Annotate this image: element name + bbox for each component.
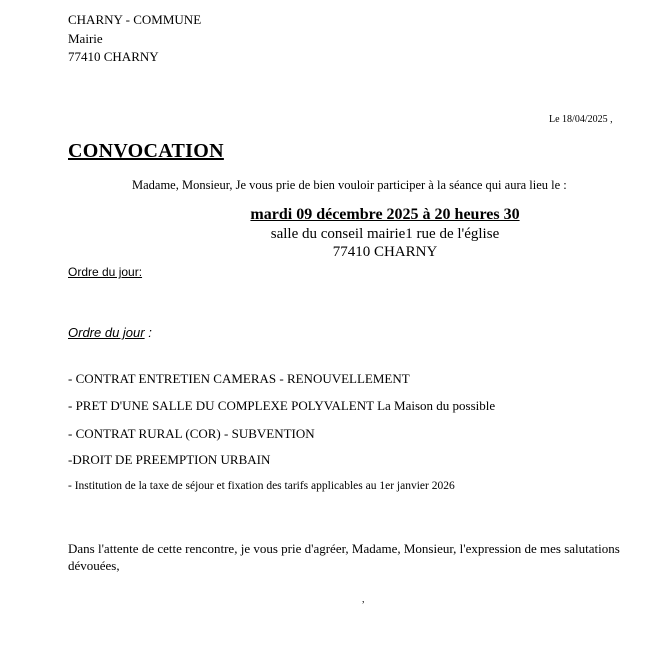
- commune-postal: 77410 CHARNY: [68, 49, 159, 64]
- agenda-heading: [68, 325, 152, 340]
- document-title: CONVOCATION: [68, 140, 224, 162]
- trailing-mark: ,: [362, 594, 365, 605]
- agenda-item: - PRET D'UNE SALLE DU COMPLEXE POLYVALENT La Maison du possible: [68, 398, 496, 413]
- agenda-item: - Institution de la taxe de séjour et fixation des tarifs applicables au 1er janvier 2026: [68, 480, 455, 492]
- agenda-item: - CONTRAT RURAL (COR) - SUBVENTION: [68, 426, 315, 441]
- meeting-datetime: mardi 09 décembre 2025 à 20 heures 30: [250, 206, 520, 223]
- agenda-label: Ordre du jour:: [68, 265, 143, 279]
- agenda-item: - CONTRAT ENTRETIEN CAMERAS - RENOUVELLEMENT: [68, 371, 410, 386]
- meeting-place: salle du conseil mairie1 rue de l'église: [270, 226, 500, 242]
- mairie-label: Mairie: [68, 31, 103, 46]
- closing-text: Dans l'attente de cette rencontre, je vous prie d'agréer, Madame, Monsieur, l'expression de mes salutations dévouées,: [68, 541, 620, 573]
- agenda-heading-text: Ordre du jour: [68, 325, 145, 340]
- document-date: Le 18/04/2025 ,: [549, 114, 613, 125]
- intro-text: Madame, Monsieur, Je vous prie de bien vouloir participer à la séance qui aura lieu le :: [132, 178, 567, 192]
- commune-name: CHARNY - COMMUNE: [68, 12, 202, 27]
- agenda-item: -DROIT DE PREEMPTION URBAIN: [68, 452, 271, 467]
- meeting-place-postal: 77410 CHARNY: [332, 244, 438, 260]
- agenda-heading-suffix: :: [144, 325, 152, 340]
